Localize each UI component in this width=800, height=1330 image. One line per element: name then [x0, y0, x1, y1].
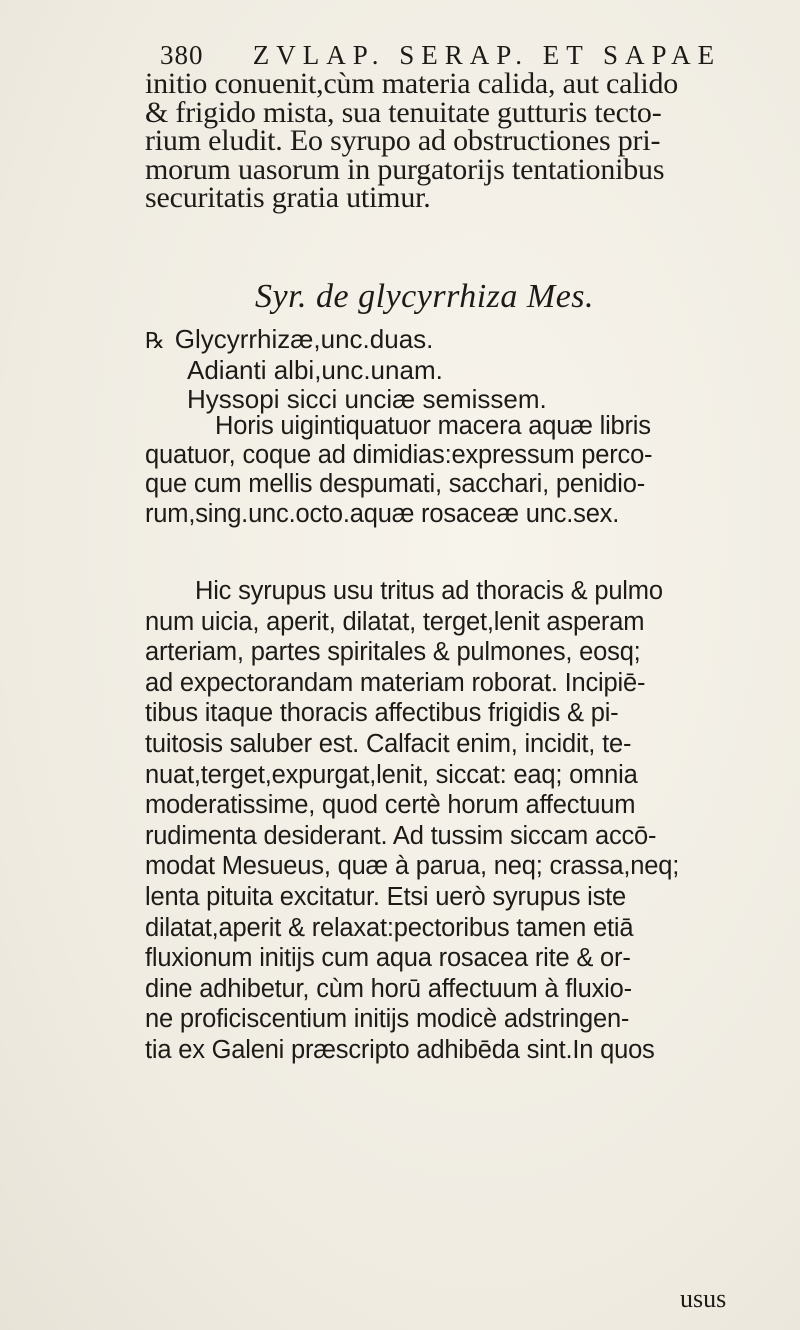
text-line: tuitosis saluber est. Calfacit enim, incidit, te- — [145, 729, 632, 758]
paragraph-2 — [145, 412, 775, 529]
text-line: Hic syrupus usu tritus ad thoracis & pulmo — [195, 577, 663, 605]
recipe-symbol-icon: ℞ — [145, 329, 165, 354]
text-line: que cum mellis despumati, sacchari, penidio- — [145, 470, 646, 499]
recipe-title: Syr. de glycyrrhiza Mes. — [255, 278, 595, 315]
ingredient-line: Adianti albi,unc.unam. — [187, 355, 443, 385]
text-line: moderatissime, quod certè horum affectuum — [145, 791, 636, 820]
text-line: modat Mesueus, quæ à parua, neq; crassa,neq; — [145, 852, 680, 881]
text-line: dilatat,aperit & relaxat:pectoribus tamen etiā — [145, 913, 634, 942]
text-line: Horis uigintiquatuor macera aquæ libris — [215, 412, 651, 440]
text-line: fluxionum initijs cum aqua rosacea rite & or- — [145, 944, 631, 973]
text-line: tia ex Galeni præscripto adhibēda sint.In quos — [145, 1035, 655, 1064]
text-line: dine adhibetur, cùm horū affectuum à fluxio- — [145, 974, 632, 1003]
text-line: initio conuenit,cùm materia calida, aut calido — [145, 67, 679, 100]
text-line: morum uasorum in purgatorijs tentationibus — [145, 152, 665, 186]
catchword: usus — [680, 1284, 727, 1313]
text-line: rium eludit. Eo syrupo ad obstructiones pri- — [145, 124, 661, 158]
text-line: rum,sing.unc.octo.aquæ rosaceæ unc.sex. — [145, 499, 620, 528]
text-line: quatuor, coque ad dimidias:expressum perco- — [145, 441, 653, 470]
text-line: ad expectorandam materiam roborat. Incipiē- — [145, 668, 646, 697]
page-number: 380 — [160, 40, 204, 70]
running-title: ZVLAP. SERAP. ET SAPAE — [252, 40, 722, 70]
paragraph-1 — [145, 67, 775, 215]
ingredient-line — [145, 325, 775, 356]
text-line: arteriam, partes spiritales & pulmones, eosq; — [145, 638, 641, 667]
text-line: num uicia, aperit, dilatat, terget,lenit asperam — [145, 607, 645, 636]
ingredient-line: Hyssopi sicci unciæ semissem. — [187, 384, 547, 414]
text-line: nuat,terget,expurgat,lenit, siccat: eaq; omnia — [145, 760, 638, 789]
text-line: & frigido mista, sua tenuitate gutturis tecto- — [145, 95, 662, 129]
text-line: ne proficiscentium initijs modicè adstringen- — [145, 1005, 630, 1034]
text-line: tibus itaque thoracis affectibus frigidis & pi- — [145, 699, 619, 728]
text-line: rudimenta desiderant. Ad tussim siccam accō- — [145, 821, 657, 850]
ingredient-text: Glycyrrhizæ,unc.duas. — [174, 324, 434, 354]
text-line: securitatis gratia utimur. — [145, 181, 431, 215]
paragraph-3 — [145, 576, 775, 1066]
recipe-ingredients — [145, 325, 775, 414]
text-line: lenta pituita excitatur. Etsi uerò syrupus iste — [145, 882, 627, 911]
